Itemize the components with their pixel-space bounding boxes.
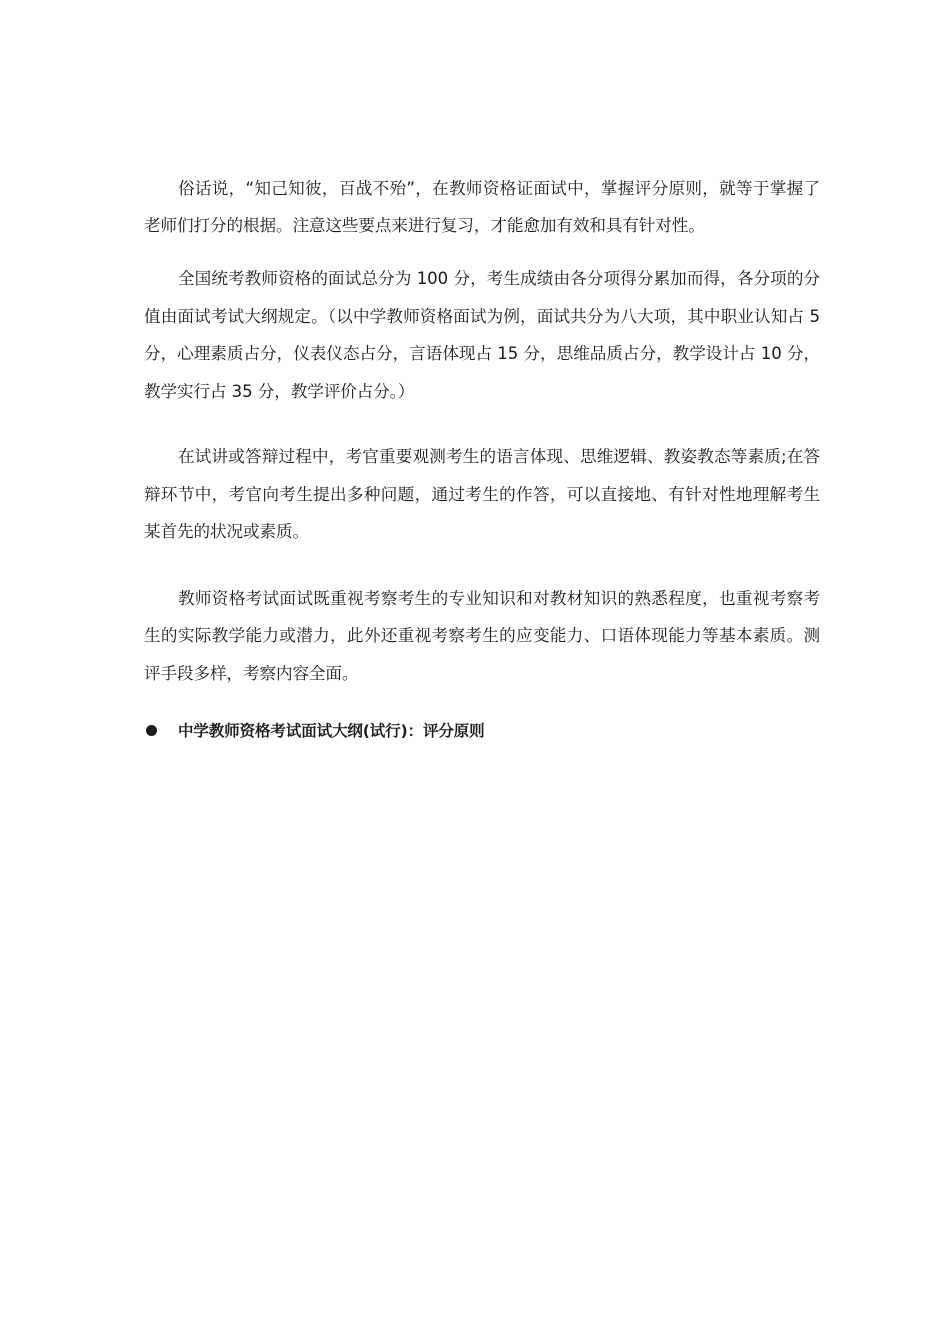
paragraph-assessment: 教师资格考试面试既重视考察考生的专业知识和对教材知识的熟悉程度，也重视考察考生的实际教学能力或潜力，此外还重视考察考生的应变能力、口语体现能力等基本素质。测评手段多样，考察内容全面。 [144,588,820,683]
document-body [144,170,820,744]
bullet-heading [144,716,820,744]
bullet-dot-icon [146,725,157,736]
paragraph-intro: 俗话说，“知己知彼，百战不殆”，在教师资格证面试中，掌握评分原则，就等于掌握了老师们打分的根据。注意这些要点来进行复习，才能愈加有效和具有针对性。 [144,179,820,235]
paragraph-trial-lecture: 在试讲或答辩过程中，考官重要观测考生的语言体现、思维逻辑、教姿教态等素质;在答辩环节中，考官向考生提出多种问题，通过考生的作答，可以直接地、有针对性地理解考生某首先的状况或素质。 [144,447,820,541]
bullet-heading-text: 中学教师资格考试面试大纲(试行)：评分原则 [178,722,485,740]
paragraph-scoring: 全国统考教师资格的面试总分为 100 分，考生成绩由各分项得分累加而得，各分项的分值由面试考试大纲规定。（以中学教师资格面试为例，面试共分为八大项，其中职业认知占 5 分，心理素质占分，仪表仪态占分，言语体现占 15 分，思维品质占分，教学设计占 10 分，教学实行占 35 分，教学评价占分。） [144,269,820,401]
